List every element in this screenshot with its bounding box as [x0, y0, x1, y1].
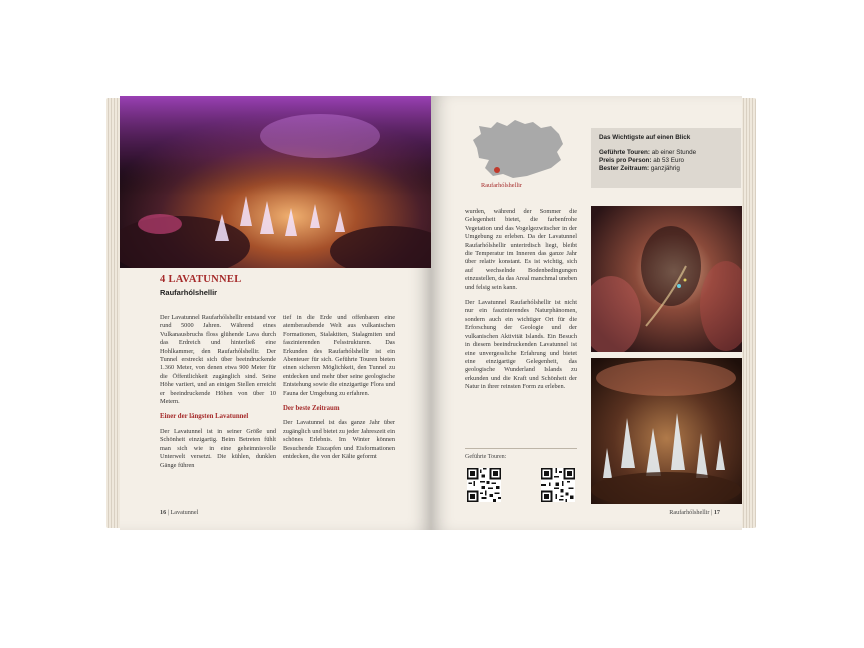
- section-heading: Einer der längsten Lavatunnel: [160, 413, 249, 421]
- section-heading: Der beste Zeitraum: [283, 405, 340, 413]
- qr-caption: Geführte Touren:: [465, 454, 507, 460]
- open-book: [106, 92, 756, 534]
- paragraph: Der Lavatunnel ist in seiner Größe und Schönheit einzigartig. Beim Betreten fühlt man sich wie in eine geheimnisvolle Unterwelt versetzt. Die kühlen, dunklen Gänge führen: [160, 427, 276, 469]
- right-page: [431, 96, 742, 530]
- lava-tunnel-photo-corridor: [591, 206, 742, 352]
- left-column-1: [160, 314, 276, 477]
- footer-separator: |: [167, 509, 169, 516]
- page-number: 16: [160, 509, 167, 516]
- paragraph: Der Lavatunnel Raufarhólshellir ist nicht nur ein faszinierendes Naturphänomen, sondern auch ein wichtiger Ort für die Erforschung der Geologie und der vulkanischen Aktivität Islands. Ein Besuch in diesem beeindruckenden Lavatunnel ist eine unvergessliche Erfahrung und bietet eine einzigartige Gelegenheit, das geologische Wunderland Islands zu erkunden und die Kraft und Schönheit der Natur in ihrer reinsten Form zu erleben.: [465, 299, 577, 391]
- left-column-2: [283, 314, 395, 469]
- iceland-map: [467, 118, 567, 180]
- qr-code-icon[interactable]: [467, 468, 501, 502]
- paragraph: wurden, während der Sommer die Gelegenheit bietet, die farbenfrohe Vegetation und das Vogelgezwitscher in der Umgebung zu erleben. Da der Lavatunnel Raufarhólshellir unterirdisch liegt, bleibt die Temperatur im Inneren das ganze Jahr über relativ konstant. Es ist wichtig, sich auf wechselnde Bodenbedingungen einzustellen, da das Areal manchmal uneben und felsig sein kann.: [465, 208, 577, 291]
- qr-code-icon[interactable]: [541, 468, 575, 502]
- page-edges-right: [740, 98, 756, 528]
- map-location-label: Raufarhólshellir: [481, 182, 522, 189]
- left-page: [120, 96, 431, 530]
- page-footer-left: [160, 509, 198, 516]
- info-box: [591, 128, 741, 188]
- info-box-title: Das Wichtigste auf einen Blick: [599, 134, 691, 141]
- ice-formation-photo: [591, 358, 742, 504]
- footer-separator: |: [711, 509, 713, 516]
- page-number: 17: [713, 509, 720, 516]
- info-season: Bester Zeitraum: ganzjährig: [599, 165, 680, 172]
- chapter-subtitle: Raufarhólshellir: [160, 288, 218, 297]
- chapter-title: 4 LAVATUNNEL: [160, 274, 242, 285]
- page-footer-right: [669, 509, 720, 516]
- paragraph: tief in die Erde und offenbaren eine atemberaubende Welt aus vulkanischen Formationen, Stalaktiten, Stalagmiten und faszinierenden Felsstrukturen. Das Erkunden des Raufarhólshellir ist ein Abenteuer für sich. Geführte Touren bieten einen sicheren Möglichkeit, den Tunnel zu entdecken und mehr über seine geologische Entstehung sowie die einzigartige Flora und Fauna der Umgebung zu erfahren.: [283, 314, 395, 397]
- paragraph: Der Lavatunnel Raufarhólshellir entstand vor rund 5000 Jahren. Während eines Vulkanausbruchs floss glühende Lava durch das Erdreich und hinterließ eine Hohlkammer, den Raufarhólshellir. Der Tunnel erstreckt sich über beeindruckende 1.360 Meter, von denen etwa 900 Meter für die Öffentlichkeit zugänglich sind. Seine Höhe variiert, und an einigen Stellen erreicht er beeindruckende Höhen von über 10 Metern.: [160, 314, 276, 406]
- footer-section: Lavatunnel: [170, 509, 199, 516]
- info-tours: Geführte Touren: ab einer Stunde: [599, 149, 697, 156]
- map-pin-icon: [494, 167, 500, 173]
- info-price: Preis pro Person: ab 53 Euro: [599, 157, 685, 164]
- lava-tunnel-photo-purple: [120, 96, 431, 268]
- divider: [465, 448, 577, 449]
- paragraph: Der Lavatunnel ist das ganze Jahr über zugänglich und bietet zu jeder Jahreszeit ein schönes Erlebnis. Im Winter können Besuchende Eiszapfen und Eisformationen entdecken, die von der Kälte geformt: [283, 419, 395, 461]
- right-column: [465, 208, 577, 399]
- footer-section: Raufarhólshellir: [669, 509, 710, 516]
